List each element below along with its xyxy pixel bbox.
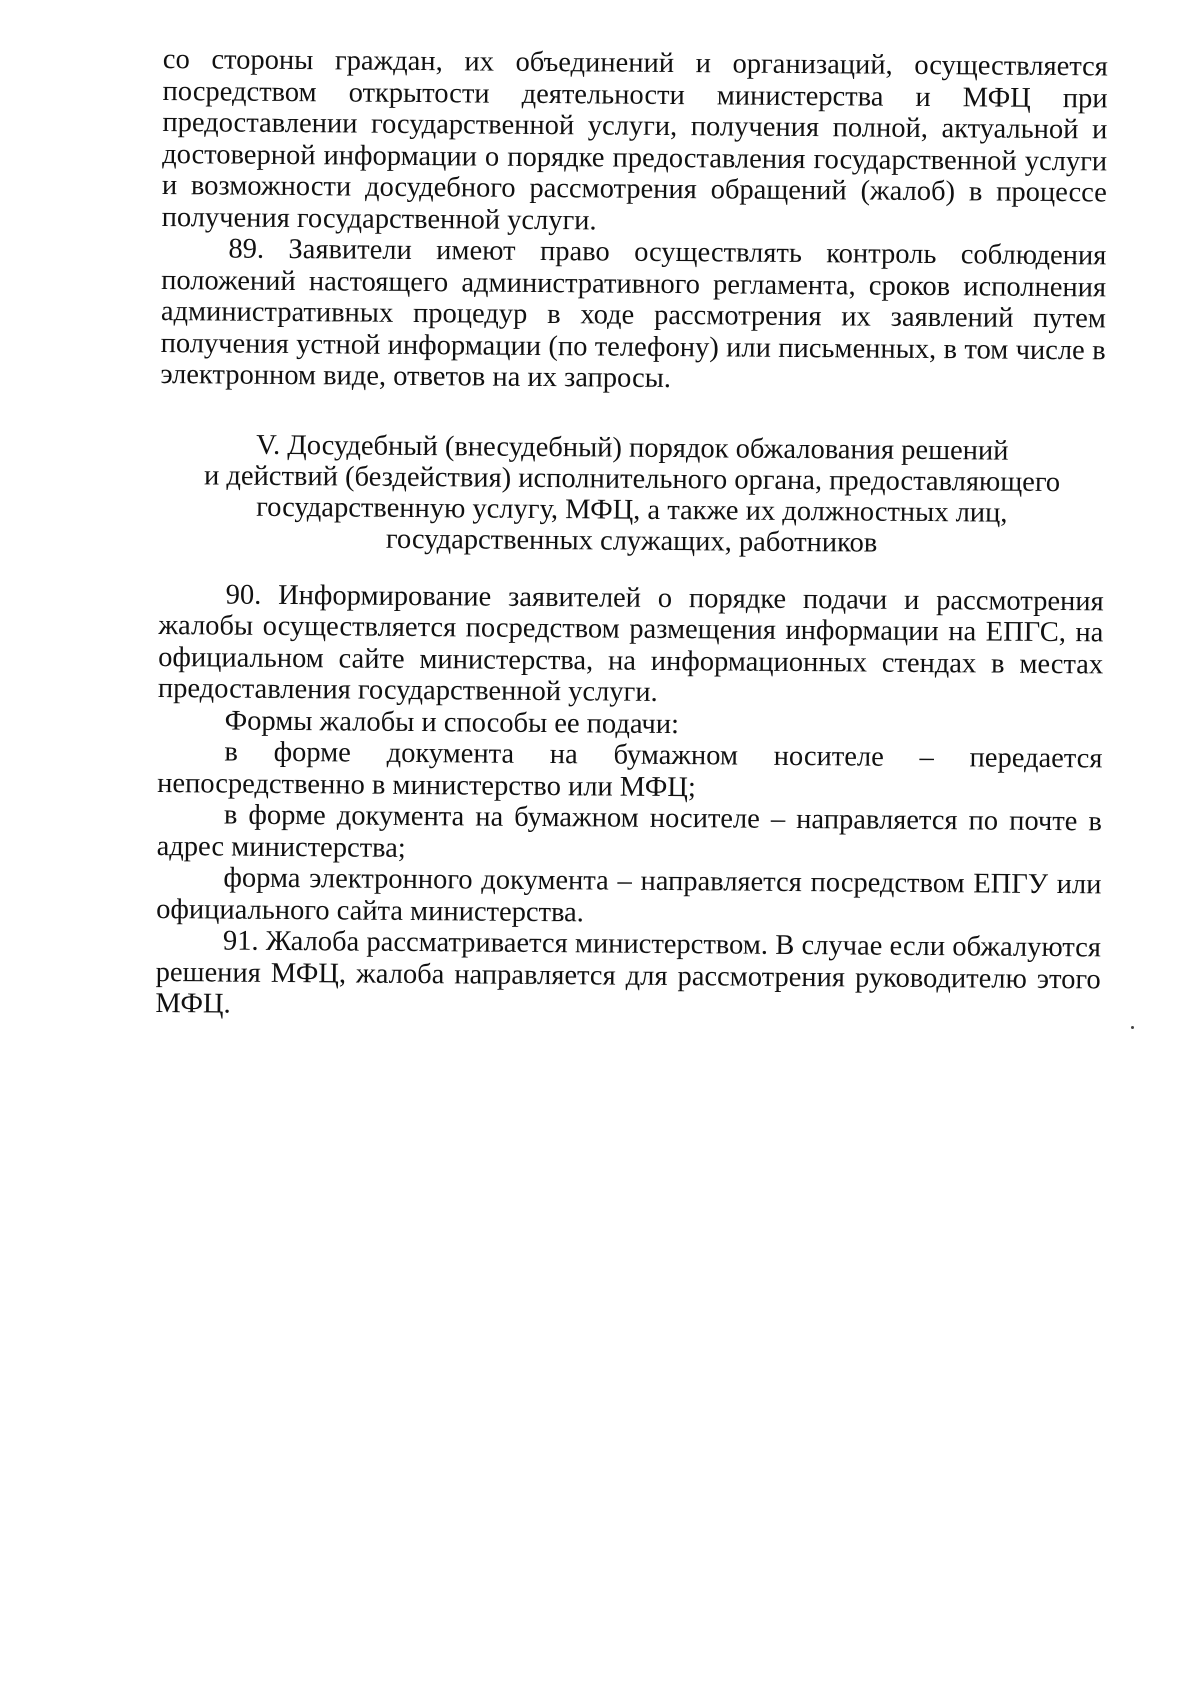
section-heading <box>159 428 1105 559</box>
paragraph-89: 89. Заявители имеют право осуществлять контроль соблюдения положений настоящего административного регламента, сроков исполнения административных процедур в ходе рассмотрения их заявлений путем получения устной информации (по телефону) или письменных, в том числе в электронном виде, ответов на их запросы. <box>160 233 1107 394</box>
form-item-electronic: форма электронного документа – направляется посредством ЕПГУ или официального сайта министерства. <box>156 862 1102 928</box>
section-heading-line-1: V. Досудебный (внесудебный) порядок обжалования решений <box>256 429 1009 467</box>
forms-intro: Формы жалобы и способы ее подачи: <box>224 705 680 740</box>
section-heading-line-3: государственную услугу, МФЦ, а также их должностных лиц, <box>256 491 1008 529</box>
document-body <box>155 44 1108 1027</box>
form-item-paper-direct: в форме документа на бумажном носителе – передается непосредственно в министерство или МФЦ; <box>157 736 1103 803</box>
section-heading-line-4: государственных служащих, работников <box>385 523 878 559</box>
scan-speck <box>1131 1026 1134 1029</box>
paragraph-90: 90. Информирование заявителей о порядке подачи и рассмотрения жалобы осуществляется посредством размещения информации на ЕПГС, на официальном сайте министерства, на информационных стендах в местах предоставления государственной услуги. <box>157 579 1104 708</box>
section-heading-line-2: и действий (бездействия) исполнительного органа, предоставляющего <box>203 459 1061 498</box>
form-item-paper-mail: в форме документа на бумажном носителе – направляется по почте в адрес министерства; <box>156 799 1103 864</box>
paragraph-continuation: со стороны граждан, их объединений и организаций, осуществляется посредством открытости деятельности министерства и МФЦ при предоставлении государственной услуги, получения полной, актуальной и достоверной информации о порядке предоставления государственной услуги и возможности досудебного рассмотрения обращений (жалоб) в процессе получения государственной услуги. <box>161 44 1108 236</box>
paragraph-91: 91. Жалоба рассматривается министерством. В случае если обжалуются решения МФЦ, жалоба направляется для рассмотрения руководителю этого МФЦ. <box>155 925 1102 1020</box>
